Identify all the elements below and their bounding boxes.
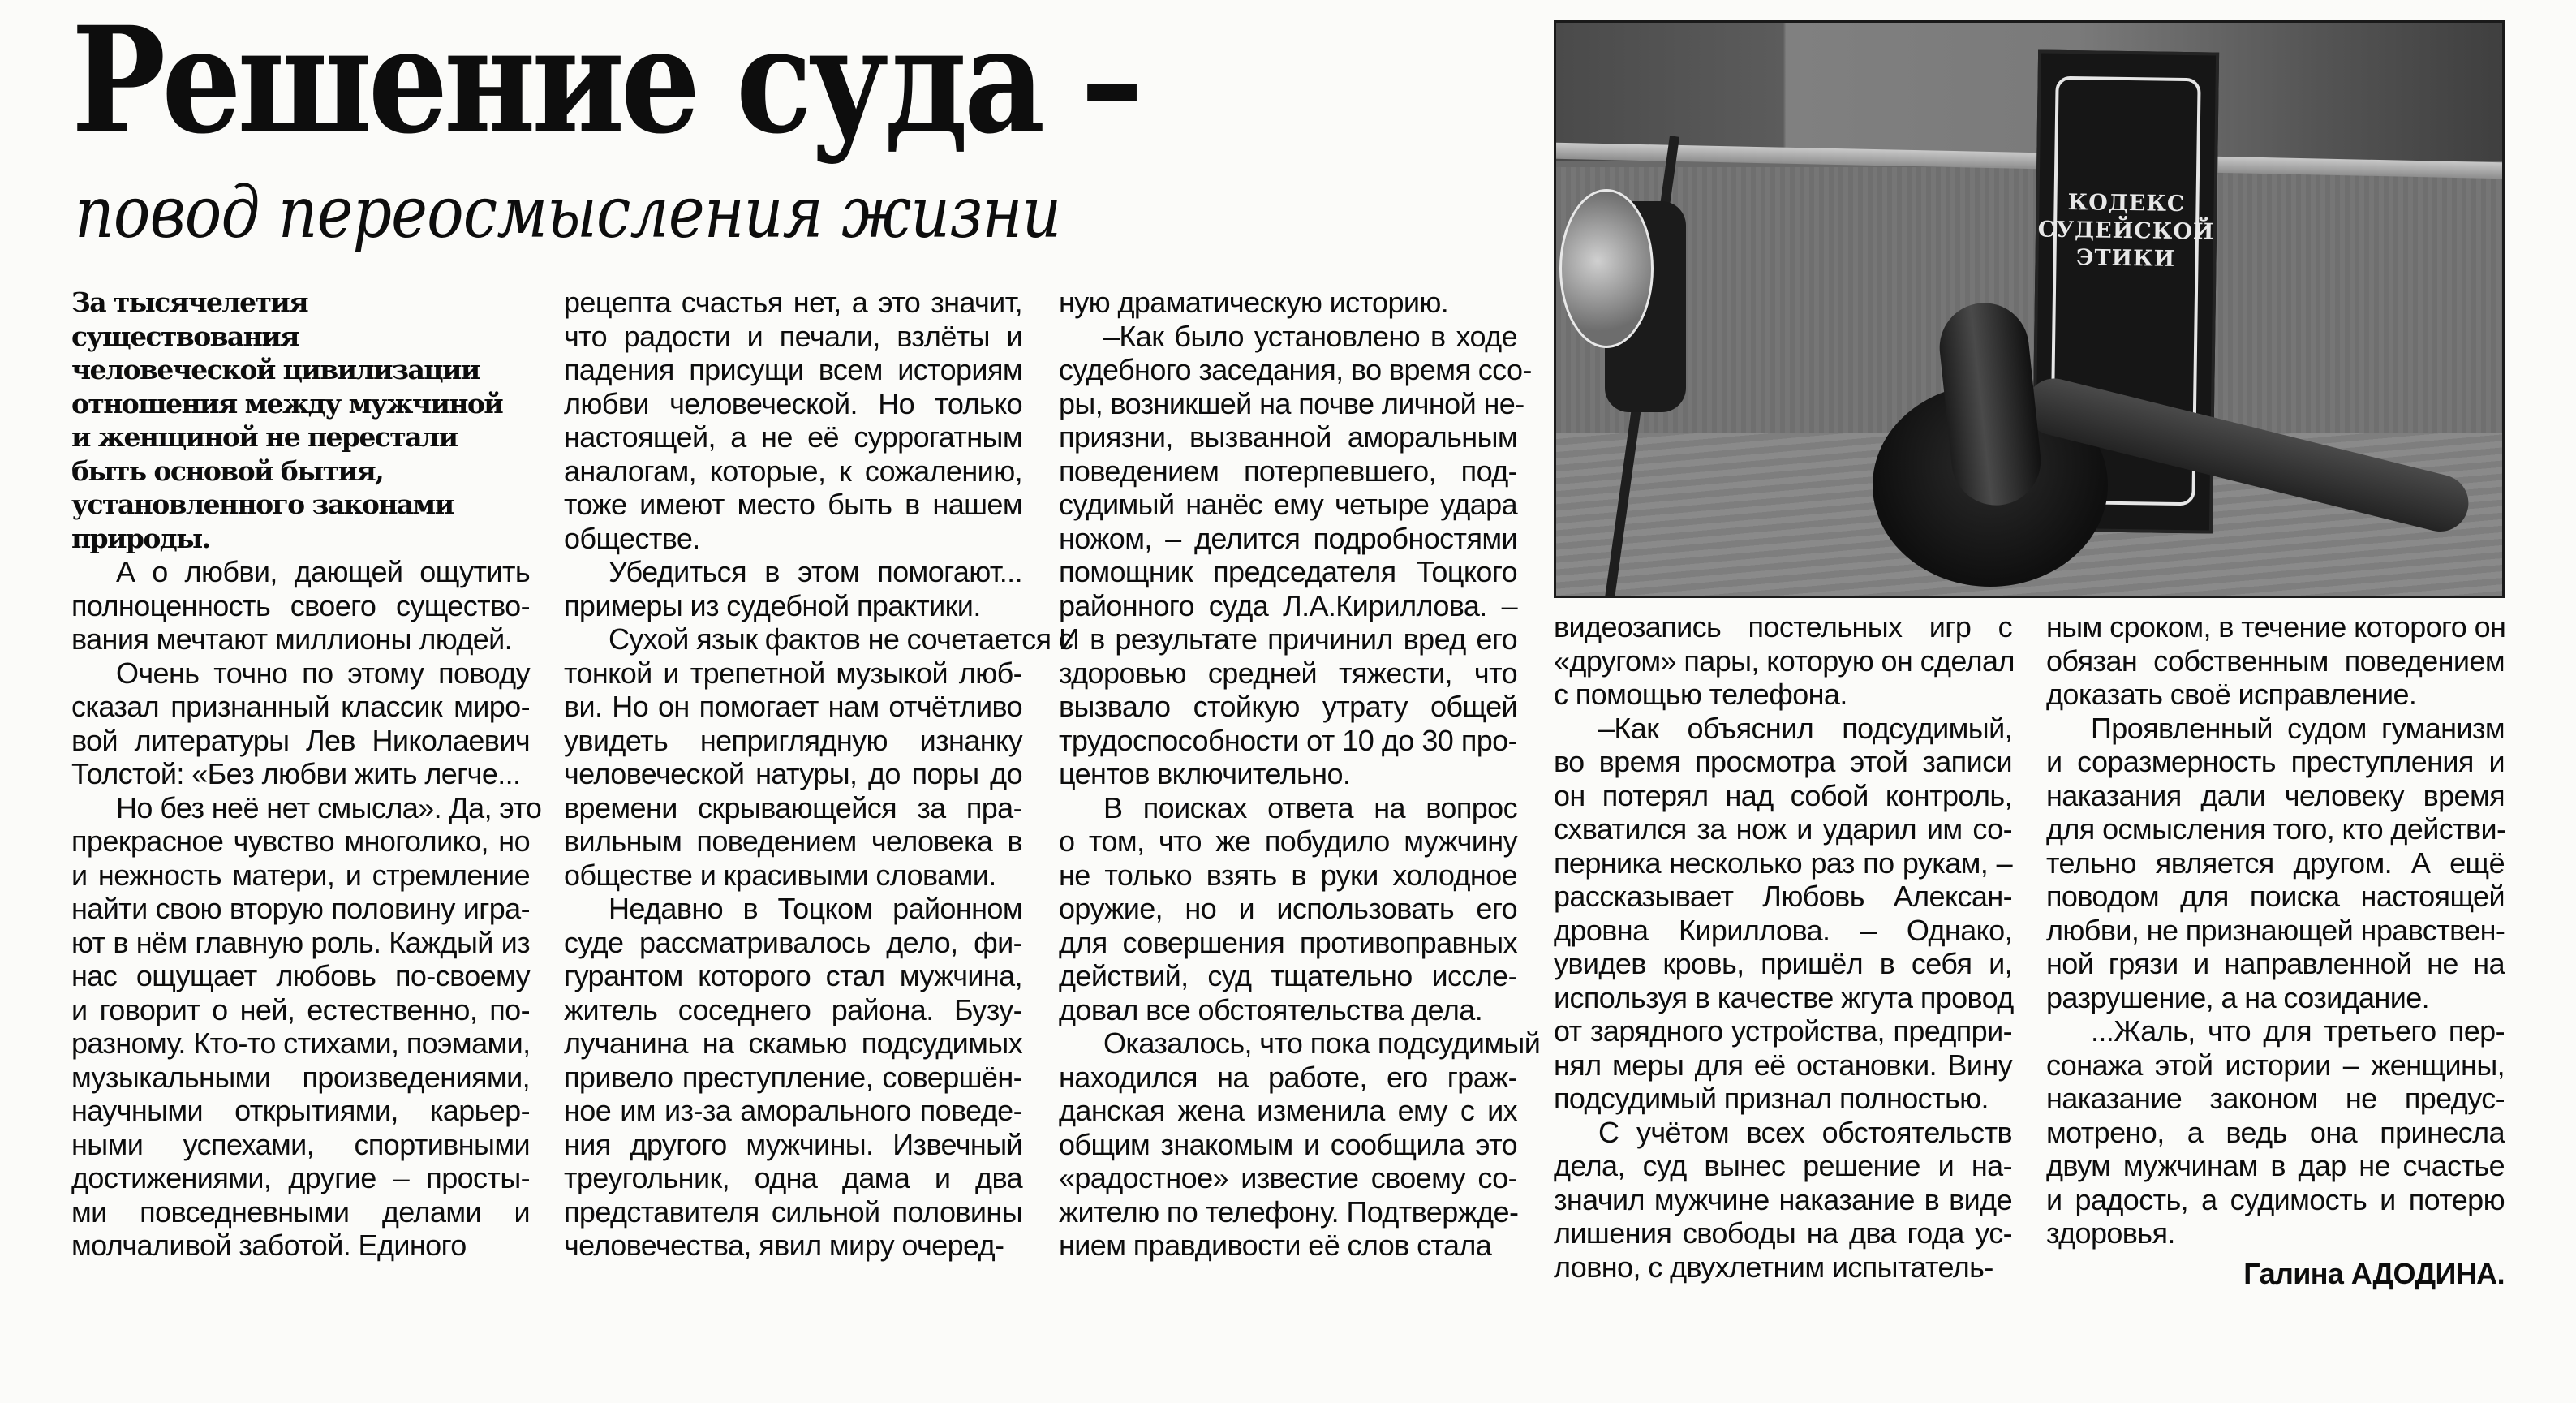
text-line: молчаливой заботой. Единого xyxy=(71,1229,467,1262)
text-line: находился на работе, его граж- xyxy=(1059,1060,1517,1094)
text-line: ...Жаль, что для третьего пер- xyxy=(2091,1014,2505,1048)
text-line: мотрено, а ведь она принесла xyxy=(2046,1115,2505,1149)
text-line: оружие, но и использовать его xyxy=(1059,892,1517,925)
text-line: поводом для поиска настоящей xyxy=(2046,880,2505,913)
text-line: ное им из-за аморального поведе- xyxy=(564,1094,1022,1127)
article-lead xyxy=(71,286,530,555)
text-line: и соразмерность преступления и xyxy=(2046,745,2505,778)
text-line: о том, что же побудило мужчину xyxy=(1059,824,1517,858)
text-line: здоровью средней тяжести, что xyxy=(1059,656,1517,690)
text-line: вания мечтают миллионы людей. xyxy=(71,622,513,656)
text-line: и нежность матери, и стремление xyxy=(71,858,530,892)
text-line: наказания дали человеку время xyxy=(2046,778,2505,812)
text-line: общим знакомым и сообщила это xyxy=(1059,1127,1517,1161)
text-line: от зарядного устройства, предпри- xyxy=(1554,1014,2012,1048)
text-line: представителя сильной половины xyxy=(564,1194,1022,1229)
text-line: ви. Но он помогает нам отчётливо xyxy=(564,690,1022,723)
text-line: вой литературы Лев Николаевич xyxy=(71,723,530,757)
text-line: для совершения противоправных xyxy=(1059,925,1517,959)
text-line: значил мужчине наказание в виде xyxy=(1554,1182,2012,1216)
text-line: вильным поведением человека в xyxy=(564,824,1022,858)
text-line: Убедиться в этом помогают... xyxy=(609,555,1022,588)
column-body xyxy=(1554,610,2015,1284)
text-line: лучанина на скамью подсудимых xyxy=(564,1026,1022,1060)
book-title xyxy=(2037,188,2215,273)
text-line: музыкальными произведениями, xyxy=(71,1060,530,1094)
text-line: «радостное» известие своему со- xyxy=(1059,1161,1517,1194)
text-line: ры, возникшей на почве личной не- xyxy=(1059,386,1525,420)
article-author: Галина АДОДИНА. xyxy=(2243,1256,2505,1290)
text-line: ной грязи и направленной не на xyxy=(2046,947,2505,980)
lead-line: За тысячелетия xyxy=(71,286,307,318)
article-column-2 xyxy=(564,286,1073,1263)
lead-line: быть основой бытия, xyxy=(71,454,384,487)
text-line: тонкой и трепетной музыкой люб- xyxy=(564,656,1022,690)
article-column-4 xyxy=(1554,610,2015,1284)
text-line: видеозапись постельных игр с xyxy=(1554,610,2012,643)
text-line: настоящей, а не её суррогатным xyxy=(564,420,1022,454)
text-line: поведением потерпевшего, под- xyxy=(1059,454,1517,488)
text-line: лишения свободы на два года ус- xyxy=(1554,1216,2012,1250)
text-line: Но без неё нет смысла». Да, это xyxy=(116,790,542,824)
text-line: дровна Кириллова. – Однако, xyxy=(1554,913,2012,947)
text-line: найти свою вторую половину игра- xyxy=(71,892,530,925)
text-line: И в результате причинил вред его xyxy=(1059,622,1517,656)
text-line: подсудимый признал полностью. xyxy=(1554,1082,1989,1115)
lead-line: существования xyxy=(71,320,299,352)
text-line: довал все обстоятельства дела. xyxy=(1059,992,1483,1026)
article-column-1 xyxy=(71,286,542,1263)
column-body xyxy=(71,555,542,1263)
text-line: центов включительно. xyxy=(1059,757,1351,790)
text-line: и радость, а судимость и потерю xyxy=(2046,1182,2505,1216)
text-line: наказание законом не предус- xyxy=(2046,1082,2505,1115)
text-line: перника несколько раз по рукам, – xyxy=(1554,846,2012,880)
text-line: используя в качестве жгута провод xyxy=(1554,980,2014,1014)
microphone-icon xyxy=(1559,189,1654,348)
text-line: достижениями, другие – просты- xyxy=(71,1161,530,1194)
text-line: ную драматическую историю. xyxy=(1059,286,1449,319)
text-line: трудоспособности от 10 до 30 про- xyxy=(1059,723,1517,757)
text-line: данская жена изменила ему с их xyxy=(1059,1094,1517,1127)
text-line: полноценность своего существо- xyxy=(71,588,530,622)
text-line: ными успехами, спортивными xyxy=(71,1127,530,1161)
text-line: вызвало стойкую утрату общей xyxy=(1059,690,1517,723)
column-body xyxy=(1059,286,1541,1263)
text-line: привело преступление, совершён- xyxy=(564,1060,1022,1094)
text-line: ножом, – делится подробностями xyxy=(1059,521,1517,555)
article-photo xyxy=(1554,20,2505,598)
book-title-line: ЭТИКИ xyxy=(2075,244,2176,272)
text-line: человеческой натуры, до поры до xyxy=(564,757,1022,790)
text-line: примеры из судебной практики. xyxy=(564,588,981,622)
text-line: обществе. xyxy=(564,521,700,555)
text-line: времени скрывающейся за пра- xyxy=(564,790,1022,824)
text-line: схватился за нож и ударил им со- xyxy=(1554,812,2012,846)
text-line: падения присущи всем историям xyxy=(564,353,1022,386)
text-line: что радости и печали, взлёты и xyxy=(564,319,1022,353)
text-line: рецепта счастья нет, а это значит, xyxy=(564,286,1022,319)
text-line: обществе и красивыми словами. xyxy=(564,858,996,892)
text-line: тоже имеют место быть в нашем xyxy=(564,488,1022,521)
lead-line: отношения между мужчиной xyxy=(71,387,503,420)
column-body xyxy=(2046,610,2505,1250)
text-line: Оказалось, что пока подсудимый xyxy=(1103,1026,1541,1060)
text-line: –Как объяснил подсудимый, xyxy=(1598,711,2012,745)
text-line: сказал признанный классик миро- xyxy=(71,690,530,723)
text-line: для осмысления того, кто действи- xyxy=(2046,812,2506,846)
text-line: дела, суд вынес решение и на- xyxy=(1554,1149,2012,1182)
text-line: приязни, вызванной аморальным xyxy=(1059,420,1517,454)
text-line: увидев кровь, пришёл в себя и, xyxy=(1554,947,2012,980)
article-column-5 xyxy=(2046,610,2505,1290)
text-line: Проявленный судом гуманизм xyxy=(2091,711,2505,745)
article-subheadline: повод переосмысления жизни xyxy=(75,170,1061,254)
text-line: нял меры для её остановки. Вину xyxy=(1554,1048,2012,1082)
text-line: треугольник, одна дама и два xyxy=(564,1161,1022,1194)
photo-wall-background xyxy=(1556,23,2502,161)
text-line: двум мужчинам в дар не счастье xyxy=(2046,1149,2505,1182)
text-line: нас ощущает любовь по-своему xyxy=(71,959,530,992)
text-line: действий, суд тщательно иссле- xyxy=(1059,959,1517,992)
text-line: любви человеческой. Но только xyxy=(564,386,1022,420)
text-line: гурантом которого стал мужчина, xyxy=(564,959,1022,992)
text-line: А о любви, дающей ощутить xyxy=(116,555,530,588)
text-line: ным сроком, в течение которого он xyxy=(2046,610,2506,643)
text-line: помощник председателя Тоцкого xyxy=(1059,555,1517,588)
lead-line: установленного законами xyxy=(71,488,454,520)
text-line: житель соседнего района. Бузу- xyxy=(564,992,1022,1026)
text-line: ловно, с двухлетним испытатель- xyxy=(1554,1250,1993,1284)
text-line: не только взять в руки холодное xyxy=(1059,858,1517,892)
text-line: научными открытиями, карьер- xyxy=(71,1094,530,1127)
text-line: прекрасное чувство многолико, но xyxy=(71,824,530,858)
text-line: человечества, явил миру очеред- xyxy=(564,1229,1004,1262)
article-headline: Решение суда – xyxy=(71,0,1140,166)
text-line: любви, не признающей нравствен- xyxy=(2046,913,2505,947)
text-line: во время просмотра этой записи xyxy=(1554,745,2012,778)
text-line: увидеть неприглядную изнанку xyxy=(564,723,1022,757)
lead-line: природы. xyxy=(71,522,210,554)
text-line: судимый нанёс ему четыре удара xyxy=(1059,488,1517,521)
text-line: жителю по телефону. Подтвержде- xyxy=(1059,1194,1519,1229)
text-line: «другом» пары, которую он сделал xyxy=(1554,643,2015,678)
text-line: тельно является другом. А ещё xyxy=(2046,846,2505,880)
text-line: обязан собственным поведением xyxy=(2046,643,2505,678)
text-line: суде рассматривалось дело, фи- xyxy=(564,925,1022,959)
text-line: Очень точно по этому поводу xyxy=(116,656,530,690)
text-line: разрушение, а на созидание. xyxy=(2046,980,2430,1014)
text-line: нием правдивости её слов стала xyxy=(1059,1229,1492,1262)
text-line: доказать своё исправление. xyxy=(2046,678,2417,711)
text-line: рассказывает Любовь Алексан- xyxy=(1554,880,2012,913)
text-line: сонажа этой истории – женщины, xyxy=(2046,1048,2505,1082)
text-line: В поисках ответа на вопрос xyxy=(1103,790,1517,824)
text-line: –Как было установлено в ходе xyxy=(1103,319,1517,353)
text-line: разному. Кто-то стихами, поэмами, xyxy=(71,1026,531,1060)
article-column-3 xyxy=(1059,286,1541,1263)
text-line: ния другого мужчины. Извечный xyxy=(564,1127,1022,1161)
text-line: ми повседневными делами и xyxy=(71,1194,530,1229)
text-line: с помощью телефона. xyxy=(1554,678,1847,711)
text-line: и говорит о ней, естественно, по- xyxy=(71,992,530,1026)
text-line: Толстой: «Без любви жить легче... xyxy=(71,757,521,790)
text-line: аналогам, которые, к сожалению, xyxy=(564,454,1022,488)
text-line: он потерял над собой контроль, xyxy=(1554,778,2012,812)
text-line: здоровья. xyxy=(2046,1216,2175,1250)
column-body xyxy=(564,286,1073,1263)
book-title-line: СУДЕЙСКОЙ xyxy=(2037,216,2215,245)
lead-line: человеческой цивилизации xyxy=(71,354,480,385)
text-line: ют в нём главную роль. Каждый из xyxy=(71,925,530,959)
book-title-line: КОДЕКС xyxy=(2067,189,2186,217)
text-line: С учётом всех обстоятельств xyxy=(1598,1115,2012,1149)
text-line: Недавно в Тоцком районном xyxy=(609,892,1022,925)
lead-line: и женщиной не перестали xyxy=(71,421,458,453)
text-line: Сухой язык фактов не сочетается с xyxy=(609,622,1073,656)
text-line: районного суда Л.А.Кириллова. – xyxy=(1059,588,1517,622)
text-line: судебного заседания, во время ссо- xyxy=(1059,353,1532,386)
